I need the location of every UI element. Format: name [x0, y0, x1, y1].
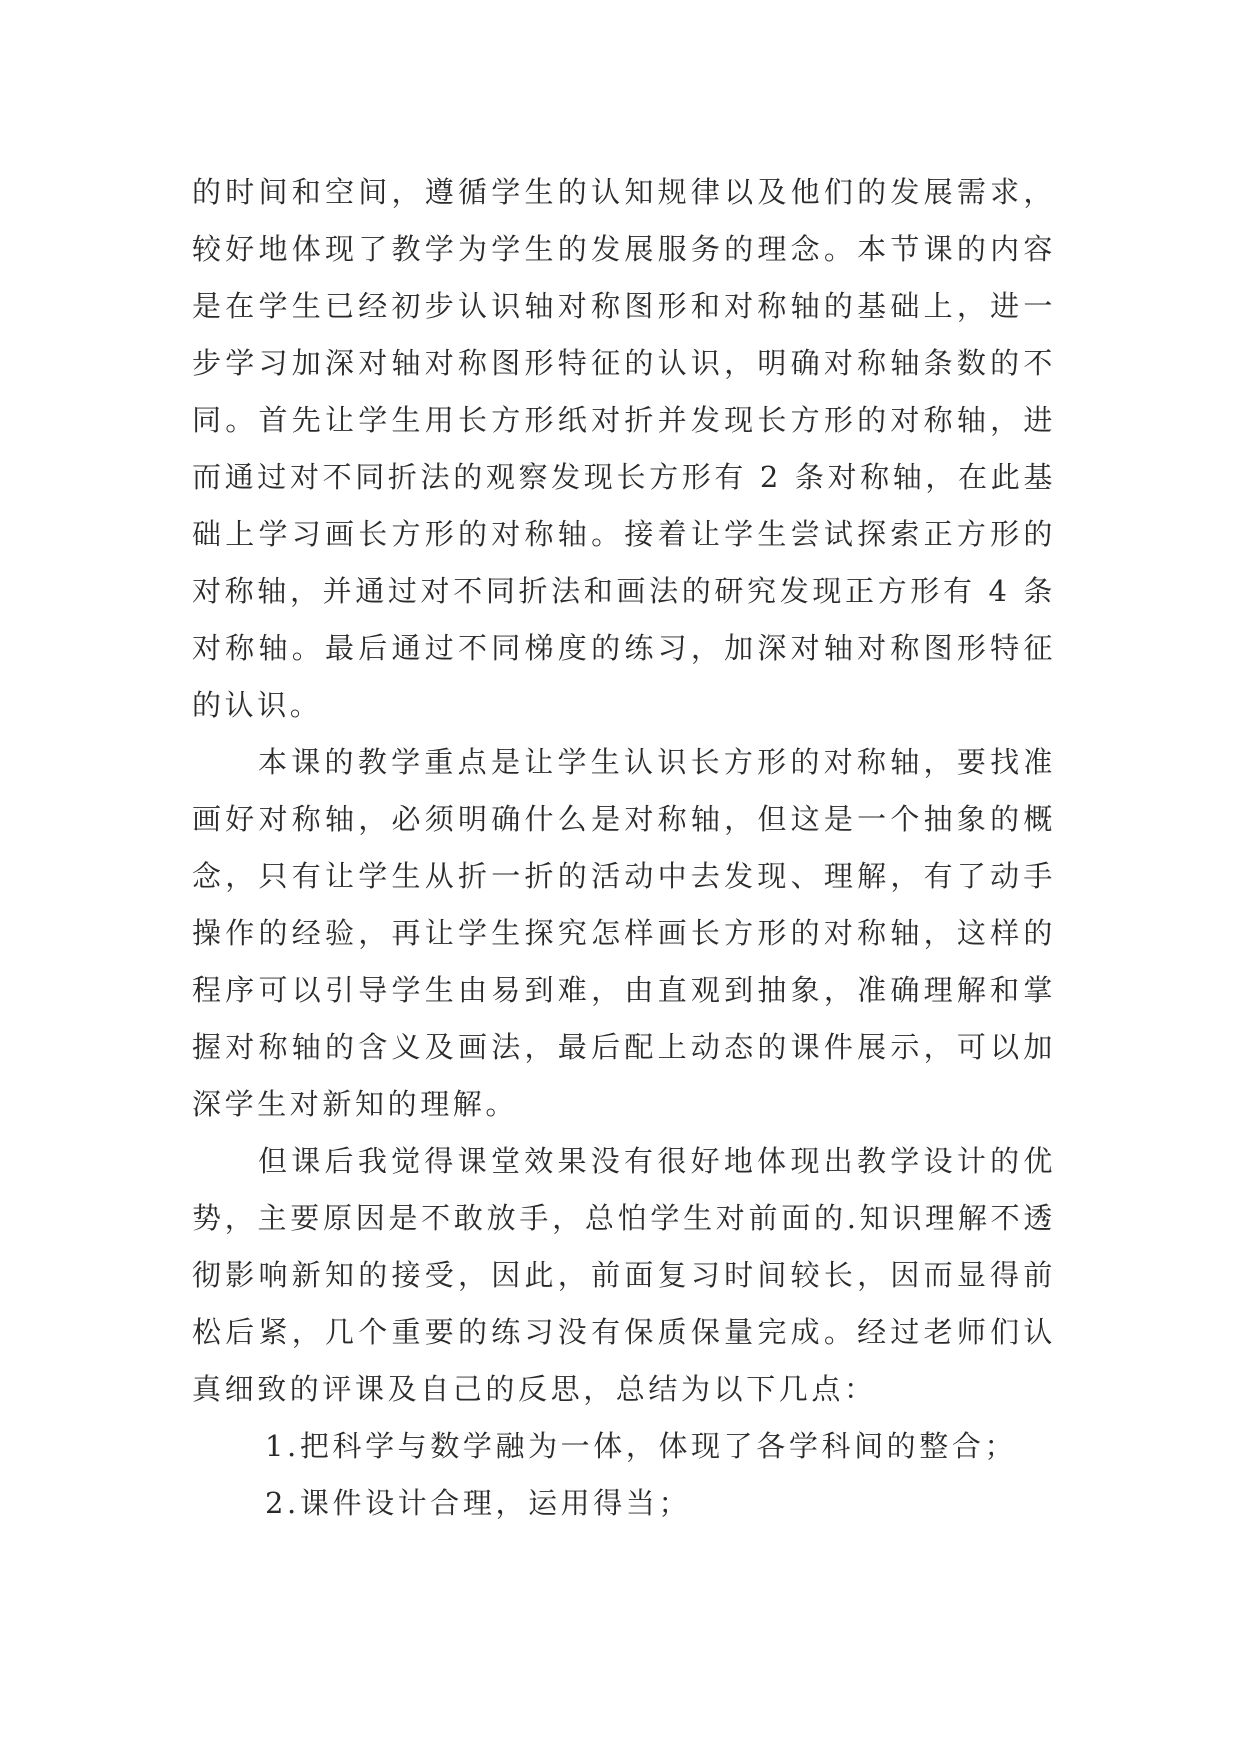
- paragraph-continued: 的时间和空间，遵循学生的认知规律以及他们的发展需求，较好地体现了教学为学生的发展服务的理念。本节课的内容是在学生已经初步认识轴对称图形和对称轴的基础上，进一步学习加深对轴对称图形特征的认识，明确对称轴条数的不同。首先让学生用长方形纸对折并发现长方形的对称轴，进而通过对不同折法的观察发现长方形有 2 条对称轴，在此基础上学习画长方形的对称轴。接着让学生尝试探索正方形的对称轴，并通过对不同折法和画法的研究发现正方形有 4 条对称轴。最后通过不同梯度的练习，加深对轴对称图形特征的认识。: [192, 175, 1056, 722]
- paragraph-reflection: 但课后我觉得课堂效果没有很好地体现出教学设计的优势，主要原因是不敢放手，总怕学生对前面的.知识理解不透彻影响新知的接受，因此，前面复习时间较长，因而显得前松后紧，几个重要的练习没有保质保量完成。经过老师们认真细致的评课及自己的反思，总结为以下几点：: [192, 1144, 1056, 1406]
- paragraph-teaching-focus: 本课的教学重点是让学生认识长方形的对称轴，要找准画好对称轴，必须明确什么是对称轴，但这是一个抽象的概念，只有让学生从折一折的活动中去发现、理解，有了动手操作的经验，再让学生探究怎样画长方形的对称轴，这样的程序可以引导学生由易到难，由直观到抽象，准确理解和掌握对称轴的含义及画法，最后配上动态的课件展示，可以加深学生对新知的理解。: [192, 745, 1056, 1121]
- document-body: [192, 164, 1056, 1532]
- list-item: 2.课件设计合理，运用得当；: [265, 1486, 692, 1520]
- list-item: 1.把科学与数学融为一体，体现了各学科间的整合；: [265, 1429, 1018, 1463]
